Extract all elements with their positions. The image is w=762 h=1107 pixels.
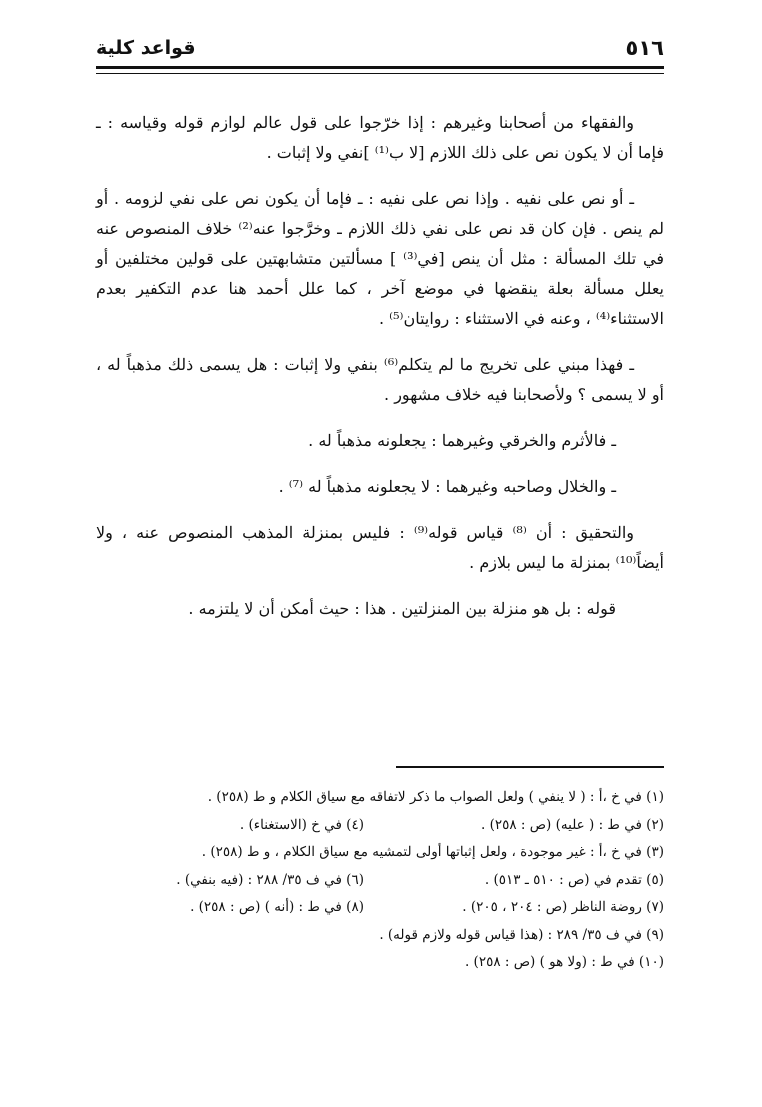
footnote-2: (٢) في ط : ( عليه) (ص : ٢٥٨) . — [480, 816, 664, 833]
footnote-1: (١) في خ ،أ : ( لا ينفي ) ولعل الصواب ما ذكر لاتفاقه مع سياق الكلام و ط (٢٥٨) . — [207, 789, 664, 805]
footnotes — [96, 784, 664, 977]
paragraph-7: قوله : بل هو منزلة بين المنزلتين . هذا : حيث أمكن أن لا يلتزمه . — [188, 599, 616, 618]
footnote-8: (٨) في ط : (أنه ) (ص : ٢٥٨) . — [190, 899, 364, 915]
header-rule-thick — [96, 66, 664, 69]
footnote-9: (٩) في ف ٣٥/ ٢٨٩ : (هذا قياس قوله ولازم قوله) . — [379, 926, 664, 943]
page-header — [96, 32, 664, 64]
paragraph-2: ـ أو نص على نفيه . وإذا نص على نفيه : ـ فإما أن يكون نص على نفي لزومه . أو لم ينص . فإن كان قد نص على نفي ذلك اللازم ـ وخرَّجوا عنه⁽²⁾ خلاف المنصوص عنه في تلك المسألة : مثل أن ينص [في⁽³⁾ ] مسألتين متشابهتين على قولين مختلفين أو يعلل مسألة بعلة ينقضها في موضع آخر ، كما علل أحمد هنا عدم التكفير بعدم الاستثناء⁽⁴⁾ ، وعنه في الاستثناء : روايتان⁽⁵⁾ . — [96, 189, 665, 328]
page-number: ٥١٦ — [625, 36, 664, 60]
paragraph-6: والتحقيق : أن ⁽⁸⁾ قياس قوله⁽⁹⁾ : فليس بمنزلة المذهب المنصوص عنه ، ولا أيضاً⁽¹⁰⁾ بمنزلة ما ليس بلازم . — [96, 523, 664, 572]
footnote-6: (٦) في ف ٣٥/ ٢٨٨ : (فيه بنفي) . — [176, 871, 364, 888]
footnote-3: (٣) في خ ،أ : غير موجودة ، ولعل إثباتها أولى لتمشيه مع سياق الكلام ، و ط (٢٥٨) . — [201, 844, 664, 860]
footnote-5: (٥) تقدم في (ص : ٥١٠ ـ ٥١٣) . — [484, 871, 664, 888]
footnote-row-5-6 — [96, 867, 664, 895]
header-rule-thin — [96, 73, 664, 74]
paragraph-1: والفقهاء من أصحابنا وغيرهم : إذا خرّجوا على قول عالم لوازم قوله وقياسه : ـ فإما أن لا يكون نص على ذلك اللازم [لا ب⁽¹⁾ ]نفي ولا إثبات . — [96, 113, 664, 162]
footnote-separator — [396, 766, 664, 768]
paragraph-3: ـ فهذا مبني على تخريج ما لم يتكلم⁽⁶⁾ بنفي ولا إثبات : هل يسمى ذلك مذهباً له ، أو لا يسمى ؟ ولأصحابنا فيه خلاف مشهور . — [96, 355, 664, 404]
running-title: قواعد كلية — [96, 37, 196, 59]
footnote-4: (٤) في خ (الاستغناء) . — [239, 816, 364, 833]
paragraph-4: ـ فالأثرم والخرقي وغيرهما : يجعلونه مذهباً له . — [308, 431, 616, 450]
footnote-row-2-4 — [96, 812, 664, 840]
footnote-row-7-8 — [96, 894, 664, 922]
footnote-7: (٧) روضة الناظر (ص : ٢٠٤ ، ٢٠٥) . — [462, 899, 664, 915]
paragraph-5: ـ والخلال وصاحبه وغيرهما : لا يجعلونه مذهباً له ⁽⁷⁾ . — [278, 477, 616, 496]
footnote-10: (١٠) في ط : (ولا هو ) (ص : ٢٥٨) . — [464, 954, 664, 970]
main-text — [96, 108, 664, 640]
